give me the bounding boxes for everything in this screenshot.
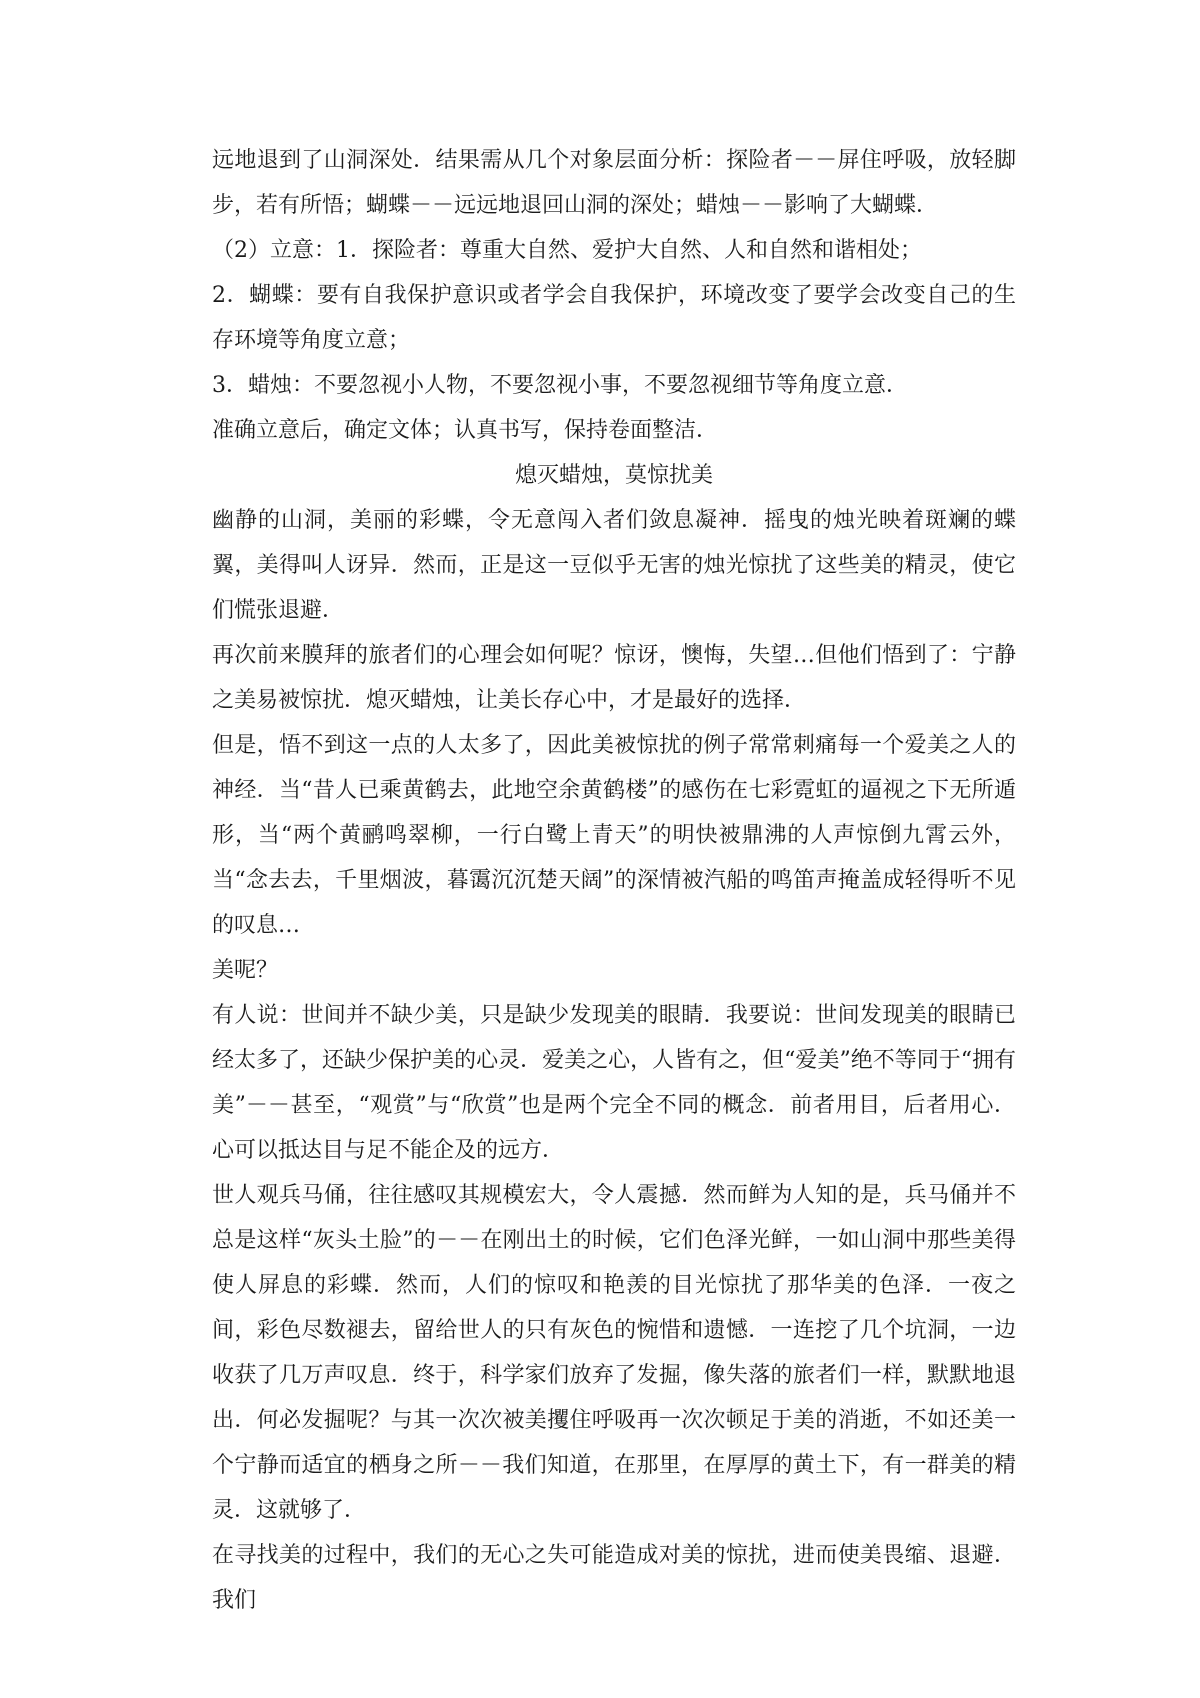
essay-paragraph: 有人说：世间并不缺少美，只是缺少发现美的眼睛．我要说：世间发现美的眼睛已经太多了，还缺少保护美的心灵．爱美之心，人皆有之，但“爱美”绝不等同于“拥有美”－－甚至，“观赏”与“欣赏”也是两个完全不同的概念．前者用目，后者用心．心可以抵达目与足不能企及的远方． — [212, 1003, 1016, 1163]
paragraph-writing-advice: 准确立意后，确定文体；认真书写，保持卷面整洁． — [212, 418, 719, 443]
paragraph-theme-candle: 3．蜡烛：不要忽视小人物，不要忽视小事，不要忽视细节等角度立意． — [212, 373, 908, 398]
essay-paragraph: 再次前来膜拜的旅者们的心理会如何呢？惊讶，懊悔，失望…但他们悟到了：宁静之美易被惊扰．熄灭蜡烛，让美长存心中，才是最好的选择． — [212, 643, 1016, 713]
essay-paragraph: 在寻找美的过程中，我们的无心之失可能造成对美的惊扰，进而使美畏缩、退避．我们 — [212, 1543, 1016, 1613]
paragraph-theme-butterfly: 2．蝴蝶：要有自我保护意识或者学会自我保护，环境改变了要学会改变自己的生存环境等角度立意； — [212, 283, 1016, 353]
document-body — [212, 138, 1016, 1623]
paragraph-analysis-result: 远地退到了山洞深处．结果需从几个对象层面分析：探险者－－屏住呼吸，放轻脚步，若有所悟；蝴蝶－－远远地退回山洞的深处；蜡烛－－影响了大蝴蝶． — [212, 148, 1016, 218]
paragraph-theme-intro: （2）立意：1．探险者：尊重大自然、爱护大自然、人和自然和谐相处； — [212, 238, 922, 263]
essay-paragraph: 美呢？ — [212, 958, 279, 983]
essay-paragraph: 但是，悟不到这一点的人太多了，因此美被惊扰的例子常常刺痛每一个爱美之人的神经．当“昔人已乘黄鹤去，此地空余黄鹤楼”的感伤在七彩霓虹的逼视之下无所遁形，当“两个黄鹂鸣翠柳，一行白鹭上青天”的明快被鼎沸的人声惊倒九霄云外，当“念去去，千里烟波，暮霭沉沉楚天阔”的深情被汽船的鸣笛声掩盖成轻得听不见的叹息… — [212, 733, 1016, 938]
essay-paragraph: 世人观兵马俑，往往感叹其规模宏大，令人震撼．然而鲜为人知的是，兵马俑并不总是这样“灰头土脸”的－－在刚出土的时候，它们色泽光鲜，一如山洞中那些美得使人屏息的彩蝶．然而，人们的惊叹和艳羡的目光惊扰了那华美的色泽．一夜之间，彩色尽数褪去，留给世人的只有灰色的惋惜和遗憾．一连挖了几个坑洞，一边收获了几万声叹息．终于，科学家们放弃了发掘，像失落的旅者们一样，默默地退出．何必发掘呢？与其一次次被美攫住呼吸再一次次顿足于美的消逝，不如还美一个宁静而适宜的栖身之所－－我们知道，在那里，在厚厚的黄土下，有一群美的精灵．这就够了． — [212, 1183, 1016, 1523]
essay-title: 熄灭蜡烛，莫惊扰美 — [514, 463, 713, 488]
essay-paragraph: 幽静的山洞，美丽的彩蝶，令无意闯入者们敛息凝神．摇曳的烛光映着斑斓的蝶翼，美得叫人讶异．然而，正是这一豆似乎无害的烛光惊扰了这些美的精灵，使它们慌张退避． — [212, 508, 1016, 623]
